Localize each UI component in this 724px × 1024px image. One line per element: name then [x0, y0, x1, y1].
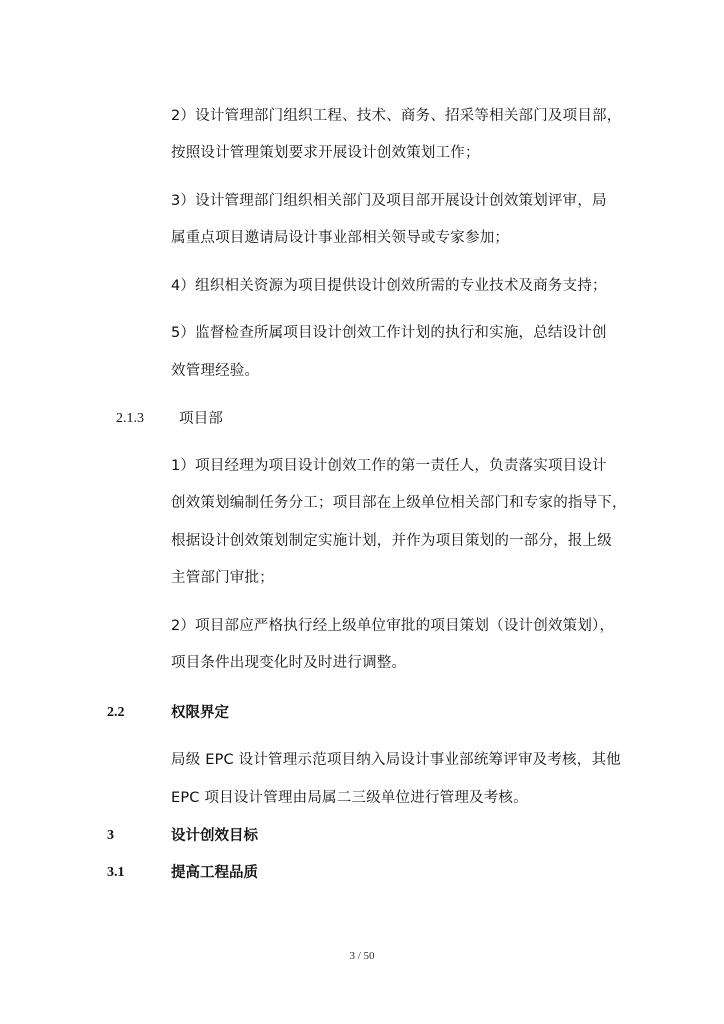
pd-item-2-line-1: 2）项目部应严格执行经上级单位审批的项目策划（设计创效策划）， [171, 618, 615, 634]
heading-3-number: 3 [107, 828, 114, 843]
heading-2-1-3-number: 2.1.3 [116, 411, 144, 426]
item-2-line-2: 按照设计管理策划要求开展设计创效策划工作； [171, 145, 480, 161]
item-5-line-2: 效管理经验。 [171, 363, 260, 379]
pd-item-1-line-1: 1）项目经理为项目设计创效工作的第一责任人，负责落实项目设计 [171, 458, 607, 474]
heading-2-2-title: 权限界定 [171, 705, 229, 721]
pd-item-1-line-4: 主管部门审批； [171, 570, 274, 586]
item-3-line-1: 3）设计管理部门组织相关部门及项目部开展设计创效策划评审，局 [171, 193, 607, 209]
pd-item-1-line-3: 根据设计创效策划制定实施计划，并作为项目策划的一部分，报上级 [171, 533, 612, 549]
permission-line-2: EPC 项目设计管理由局属二三级单位进行管理及考核。 [171, 790, 528, 806]
item-4-line-1: 4）组织相关资源为项目提供设计创效所需的专业技术及商务支持； [171, 278, 607, 294]
heading-2-2-number: 2.2 [107, 705, 125, 720]
heading-3-1-number: 3.1 [107, 865, 125, 880]
item-5-line-1: 5）监督检查所属项目设计创效工作计划的执行和实施，总结设计创 [171, 325, 607, 341]
pd-item-2-line-2: 项目条件出现变化时及时进行调整。 [171, 655, 407, 671]
item-2-line-1: 2）设计管理部门组织工程、技术、商务、招采等相关部门及项目部， [171, 108, 622, 124]
page-number: 3 / 50 [349, 950, 375, 962]
permission-line-1: 局级 EPC 设计管理示范项目纳入局设计事业部统筹评审及考核，其他 [171, 752, 621, 768]
heading-2-1-3-title: 项目部 [179, 411, 224, 427]
pd-item-1-line-2: 创效策划编制任务分工；项目部在上级单位相关部门和专家的指导下， [171, 495, 627, 511]
item-3-line-2: 属重点项目邀请局设计事业部相关领导或专家参加； [171, 230, 510, 246]
heading-3-1-title: 提高工程品质 [171, 865, 258, 881]
heading-3-title: 设计创效目标 [171, 828, 258, 844]
